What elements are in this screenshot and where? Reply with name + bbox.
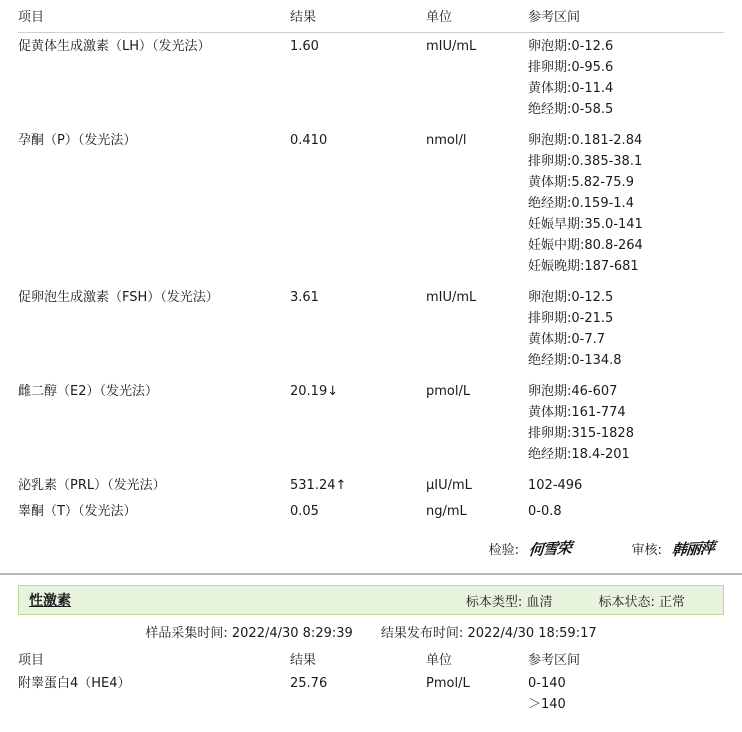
- row-reference-range: 黄体期:5.82-75.9: [528, 175, 634, 190]
- table-row-reference-extra: [18, 310, 724, 331]
- specimen-type-label: 标本类型:: [465, 594, 523, 610]
- row-item-name: 促黄体生成激素（LH）（发光法）: [18, 39, 211, 54]
- row-result-value: 531.24↑: [290, 478, 347, 493]
- reviewer-signature: 韩丽萍: [671, 538, 715, 560]
- specimen-state: [598, 591, 685, 610]
- table-row: [18, 122, 724, 153]
- section-divider: [0, 573, 742, 575]
- row-reference-range: 卵泡期:0.181-2.84: [528, 133, 643, 148]
- table-row-reference-extra: [18, 195, 724, 216]
- specimen-state-label: 标本状态:: [598, 594, 655, 610]
- section-title: 性激素: [29, 593, 71, 609]
- table-row-reference-extra: [18, 258, 724, 279]
- row-unit: mIU/mL: [426, 39, 477, 54]
- table-row-reference-extra: [18, 101, 724, 122]
- inspector-signature: 何雪荣: [528, 538, 573, 560]
- table-row-reference-extra: [18, 174, 724, 195]
- publish-time-label: 结果发布时间:: [380, 626, 464, 641]
- specimen-type: [466, 591, 553, 610]
- table-row: [18, 467, 724, 498]
- table-row: [18, 279, 724, 310]
- results-table-top: [18, 0, 724, 524]
- row-unit: μIU/mL: [426, 478, 472, 493]
- table-row-reference-extra: [18, 153, 724, 174]
- column-header-item: 项目: [18, 653, 45, 668]
- row-reference-range: 绝经期:18.4-201: [528, 447, 630, 462]
- collect-time-label: 样品采集时间:: [145, 626, 228, 641]
- results-table-bottom: [18, 647, 724, 717]
- table-row: [18, 373, 724, 404]
- table-row-reference-extra: [18, 696, 724, 717]
- row-unit: Pmol/L: [426, 676, 470, 691]
- row-reference-range: 黄体期:161-774: [528, 405, 626, 420]
- table-row: [18, 675, 724, 696]
- row-result-value: 0.410: [290, 133, 328, 148]
- column-header-result: 结果: [290, 653, 317, 668]
- table-row-reference-extra: [18, 425, 724, 446]
- column-header-reference: 参考区间: [528, 653, 581, 668]
- row-item-name: 促卵泡生成激素（FSH）（发光法）: [18, 290, 219, 305]
- table-row-reference-extra: [18, 216, 724, 237]
- row-reference-range: 绝经期:0-134.8: [528, 353, 622, 368]
- row-unit: ng/mL: [426, 504, 467, 519]
- timestamps-row: [18, 615, 724, 647]
- row-unit: mIU/mL: [426, 290, 477, 305]
- table-row-reference-extra: [18, 446, 724, 467]
- table-row-reference-extra: [18, 80, 724, 101]
- table-row-reference-extra: [18, 237, 724, 258]
- report-second-section: [0, 585, 742, 717]
- column-header-unit: 单位: [426, 653, 453, 668]
- row-reference-range: 102-496: [528, 478, 583, 493]
- table-row: [18, 33, 724, 60]
- row-item-name: 睾酮（T）（发光法）: [18, 504, 137, 519]
- row-reference-range: 绝经期:0.159-1.4: [528, 196, 634, 211]
- row-reference-range: 排卵期:0.385-38.1: [528, 154, 643, 169]
- section-header-bar: [18, 585, 724, 615]
- row-reference-range: 排卵期:0-95.6: [528, 60, 614, 75]
- row-item-name: 附睾蛋白4（HE4）: [18, 676, 131, 691]
- row-result-value: 20.19↓: [290, 384, 339, 399]
- row-reference-range: 排卵期:315-1828: [528, 426, 634, 441]
- column-header-reference: 参考区间: [528, 0, 724, 33]
- row-reference-range: 0-140: [528, 676, 566, 691]
- specimen-state-value: 正常: [658, 594, 685, 610]
- column-header-unit: 单位: [426, 0, 528, 33]
- row-reference-range: 黄体期:0-7.7: [528, 332, 606, 347]
- table-header-row: [18, 647, 724, 675]
- row-result-value: 3.61: [290, 290, 319, 305]
- row-reference-range: 排卵期:0-21.5: [528, 311, 614, 326]
- row-result-value: 0.05: [290, 504, 319, 519]
- collect-time-value: 2022/4/30 8:29:39: [231, 626, 353, 641]
- table-row-reference-extra: [18, 404, 724, 425]
- row-item-name: 孕酮（P）（发光法）: [18, 133, 137, 148]
- table-row-reference-extra: [18, 331, 724, 352]
- row-reference-range: 0-0.8: [528, 504, 562, 519]
- table-row: [18, 498, 724, 524]
- signature-row: [0, 524, 742, 567]
- row-result-value: 25.76: [290, 676, 328, 691]
- table-row-reference-extra: [18, 352, 724, 373]
- table-header-row: [18, 0, 724, 33]
- row-reference-range: 卵泡期:46-607: [528, 384, 618, 399]
- inspector-label: 检验:: [488, 543, 520, 558]
- publish-time-value: 2022/4/30 18:59:17: [467, 626, 597, 641]
- row-item-name: 雌二醇（E2）（发光法）: [18, 384, 158, 399]
- reviewer-label: 审核:: [631, 543, 662, 558]
- row-reference-range: 卵泡期:0-12.6: [528, 39, 614, 54]
- row-reference-range: 黄体期:0-11.4: [528, 81, 614, 96]
- row-unit: nmol/l: [426, 133, 467, 148]
- row-result-value: 1.60: [290, 39, 319, 54]
- column-header-result: 结果: [290, 0, 426, 33]
- row-reference-range: 妊娠中期:80.8-264: [528, 238, 643, 253]
- row-reference-range: 卵泡期:0-12.5: [528, 290, 614, 305]
- row-reference-range: 绝经期:0-58.5: [528, 102, 614, 117]
- row-unit: pmol/L: [426, 384, 471, 399]
- row-item-name: 泌乳素（PRL）（发光法）: [18, 478, 166, 493]
- specimen-type-value: 血清: [526, 594, 553, 610]
- column-header-item: 项目: [18, 0, 290, 33]
- table-row-reference-extra: [18, 59, 724, 80]
- row-reference-range: 妊娠早期:35.0-141: [528, 217, 643, 232]
- row-reference-range: 妊娠晚期:187-681: [528, 259, 639, 274]
- row-reference-range: ＞140: [528, 697, 566, 712]
